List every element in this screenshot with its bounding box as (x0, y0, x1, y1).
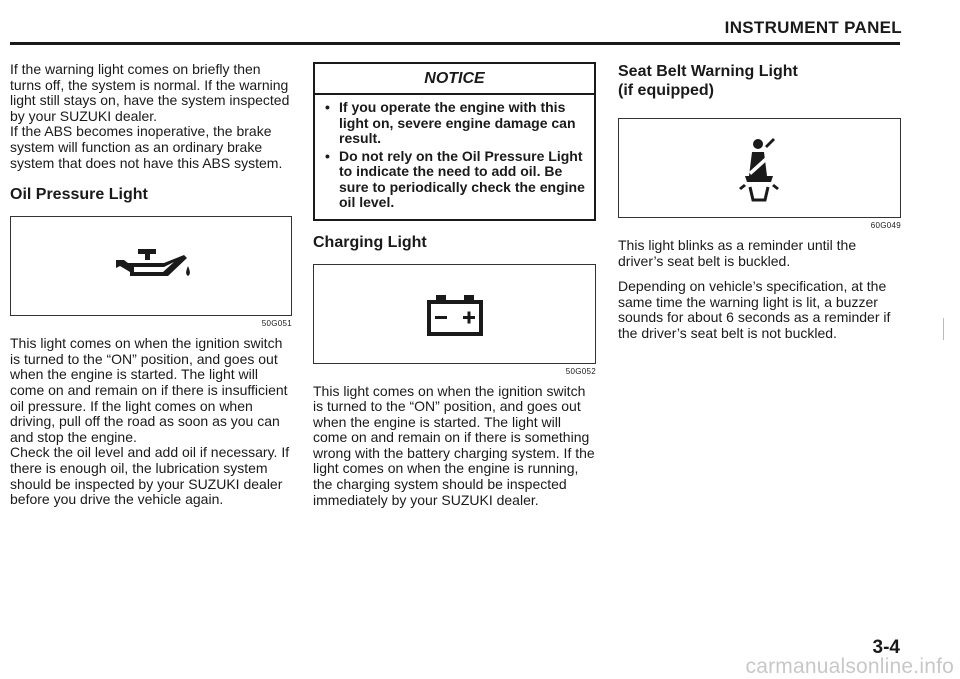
notice-title: NOTICE (315, 64, 594, 95)
oil-figure-code: 50G051 (261, 319, 292, 329)
seat-belt-figure-code: 60G049 (870, 221, 901, 230)
page-number: 3-4 (872, 637, 900, 658)
oil-pressure-figure (10, 216, 292, 316)
charging-title: Charging Light (313, 233, 427, 251)
column-3 (618, 62, 901, 352)
seat-belt-body-1: This light blinks as a reminder until the driver’s seat belt is buckled. (618, 237, 857, 269)
charging-figure (313, 264, 596, 364)
notice-list (315, 95, 594, 219)
charging-body: This light comes on when the ignition switch is turned to the “ON” position, and goes out when the engine is started. The light will come on and remain on if there is something wrong with the battery charging system. If the light comes on when the engine is running, the charging system should be inspected immediately by your SUZUKI dealer. (313, 382, 595, 508)
notice-item: • Do not rely on the Oil Pressure Light to indicate the need to add oil. Be sure to periodically check the engine oil level. (325, 149, 586, 211)
charging-figure-code: 50G052 (565, 366, 596, 376)
header-title: INSTRUMENT PANEL (724, 18, 902, 37)
notice-box (313, 62, 596, 221)
notice-item: • If you operate the engine with this light on, severe engine damage can result. (325, 100, 586, 147)
column-2 (313, 62, 596, 518)
watermark: carmanualsonline.info (745, 655, 954, 678)
seat-belt-title: Seat Belt Warning Light (if equipped) (618, 63, 798, 99)
seat-belt-body-2: Depending on vehicle’s specification, at the same time the warning light is lit, a buzzer sounds for about 6 seconds as a reminder if the driver’s seat belt is not buckled. (618, 278, 891, 341)
oil-can-icon (108, 246, 194, 286)
header-rule (10, 42, 900, 45)
battery-icon (425, 290, 485, 338)
seat-belt-icon (735, 132, 785, 204)
oil-pressure-body: This light comes on when the ignition switch is turned to the “ON” position, and goes out when the engine is started. The light will come on and remain on if there is insufficient oil pressure. If the light comes on when driving, pull off the road as soon as you can and stop the engine. Check the oil level and add oil if necessary. If there is enough oil, the lubrication system should be inspected by your SUZUKI dealer before you drive the vehicle again. (10, 335, 290, 508)
seat-belt-figure (618, 118, 901, 218)
oil-pressure-title: Oil Pressure Light (10, 186, 148, 204)
edge-mark (943, 318, 944, 340)
column-1 (10, 62, 292, 518)
abs-intro-text: If the warning light comes on briefly then turns off, the system is normal. If the warning light still stays on, have the system inspected by your SUZUKI dealer. If the ABS becomes inoperative, the brake system will function as an ordinary brake system that does not have this ABS system. (10, 61, 290, 171)
